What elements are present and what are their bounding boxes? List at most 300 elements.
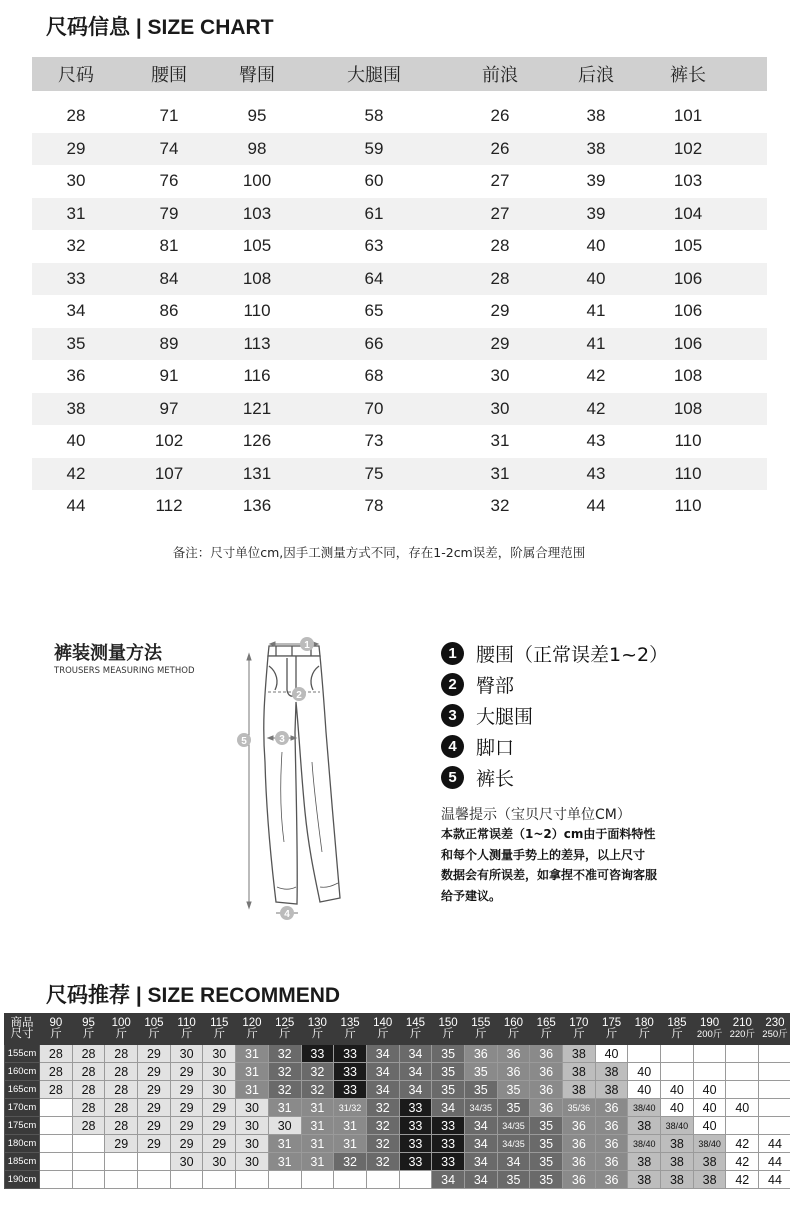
size-chart-cell: 26 — [490, 106, 510, 126]
recommend-cell: 38 — [661, 1135, 694, 1153]
recommend-cell — [726, 1063, 759, 1081]
size-chart-header-cell: 大腿围 — [347, 65, 401, 86]
recommend-cell: 28 — [105, 1099, 138, 1117]
size-chart-cell: 35 — [66, 333, 86, 353]
recommend-cell: 35 — [497, 1081, 530, 1099]
size-chart-header — [32, 57, 767, 91]
recommend-cell: 35 — [464, 1081, 497, 1099]
recommend-cell: 35 — [530, 1117, 563, 1135]
weight-value: 140 — [373, 1016, 393, 1029]
size-chart-cell: 106 — [673, 333, 703, 353]
recommend-cell: 34 — [432, 1171, 465, 1189]
corner-line: 商品 — [10, 1016, 34, 1029]
weight-value: 190 — [700, 1016, 720, 1029]
svg-text:2: 2 — [296, 690, 302, 701]
height-label: 160cm — [5, 1063, 40, 1081]
recommend-cell: 38/40 — [628, 1135, 661, 1153]
height-label: 175cm — [5, 1117, 40, 1135]
weight-value: 170 — [569, 1016, 589, 1029]
recommend-cell — [268, 1171, 301, 1189]
recommend-cell: 40 — [628, 1063, 661, 1081]
size-chart-cell: 34 — [66, 301, 86, 321]
recommend-cell — [40, 1099, 73, 1117]
size-chart-cell: 101 — [673, 106, 703, 126]
weight-value: 120 — [242, 1016, 262, 1029]
recommend-cell — [72, 1153, 105, 1171]
recommend-cell: 38/40 — [661, 1117, 694, 1135]
size-chart-cell: 113 — [243, 333, 271, 353]
size-chart-cell: 38 — [586, 106, 606, 126]
weight-unit: 斤 — [605, 1028, 618, 1040]
recommend-cell — [726, 1081, 759, 1099]
size-chart-cell: 89 — [159, 333, 179, 353]
recommend-cell: 30 — [236, 1153, 269, 1171]
size-chart-cell: 102 — [673, 138, 703, 158]
recommend-cell: 31 — [301, 1135, 334, 1153]
recommend-cell: 28 — [72, 1045, 105, 1063]
size-chart-cell: 31 — [490, 431, 510, 451]
size-chart-cell: 40 — [586, 236, 606, 256]
size-chart-cell: 66 — [364, 333, 384, 353]
recommend-cell: 29 — [138, 1063, 171, 1081]
size-chart-cell: 39 — [586, 171, 606, 191]
size-chart-cell: 78 — [364, 496, 384, 516]
weight-header — [268, 1014, 301, 1045]
weight-value: 145 — [405, 1016, 425, 1029]
recommend-cell: 40 — [661, 1099, 694, 1117]
recommend-cell: 32 — [268, 1081, 301, 1099]
recommend-cell: 36 — [595, 1135, 628, 1153]
number-2-icon: 2 — [441, 673, 464, 696]
size-chart-cell: 108 — [673, 366, 703, 386]
recommend-cell: 34 — [497, 1153, 530, 1171]
weight-unit: 220斤 — [729, 1029, 755, 1040]
recommend-cell — [628, 1045, 661, 1063]
recommend-cell: 31 — [301, 1117, 334, 1135]
recommend-cell: 29 — [203, 1099, 236, 1117]
recommend-cell: 30 — [203, 1081, 236, 1099]
recommend-cell: 36 — [563, 1153, 596, 1171]
weight-value: 115 — [210, 1016, 229, 1029]
weight-unit: 斤 — [82, 1028, 95, 1040]
recommend-cell — [726, 1045, 759, 1063]
recommend-cell — [40, 1135, 73, 1153]
recommend-cell: 34/35 — [497, 1117, 530, 1135]
recommend-cell: 38 — [693, 1171, 726, 1189]
size-chart-cell: 126 — [242, 431, 272, 451]
recommend-cell: 31 — [268, 1099, 301, 1117]
recommend-cell: 34 — [366, 1045, 399, 1063]
recommend-cell: 35 — [432, 1081, 465, 1099]
recommend-cell: 34 — [399, 1045, 432, 1063]
weight-value: 160 — [503, 1016, 524, 1029]
recommend-cell: 33 — [432, 1117, 465, 1135]
weight-unit: 斤 — [507, 1028, 520, 1040]
recommend-cell: 33 — [334, 1045, 367, 1063]
recommend-row — [5, 1171, 790, 1189]
recommend-cell: 30 — [236, 1099, 269, 1117]
weight-header — [301, 1014, 334, 1045]
recommend-cell: 29 — [170, 1117, 203, 1135]
recommend-cell: 33 — [334, 1081, 367, 1099]
recommend-cell: 42 — [726, 1135, 759, 1153]
recommend-cell: 31 — [268, 1153, 301, 1171]
recommend-cell: 29 — [138, 1117, 171, 1135]
weight-header — [170, 1014, 203, 1045]
size-chart-cell: 28 — [490, 236, 510, 256]
recommend-cell: 42 — [726, 1153, 759, 1171]
legend-item-3 — [441, 702, 533, 728]
size-chart-cell: 29 — [490, 301, 510, 321]
size-chart-row — [32, 230, 767, 263]
height-label: 190cm — [5, 1171, 40, 1189]
weight-header — [105, 1014, 138, 1045]
recommend-row — [5, 1117, 790, 1135]
recommend-cell: 40 — [693, 1081, 726, 1099]
recommend-cell: 38 — [563, 1081, 596, 1099]
size-chart-row — [32, 490, 767, 523]
recommend-cell: 36 — [497, 1063, 530, 1081]
recommend-cell: 42 — [726, 1171, 759, 1189]
recommend-cell: 31 — [301, 1099, 334, 1117]
weight-value: 210 — [732, 1016, 752, 1029]
recommend-cell: 34 — [366, 1063, 399, 1081]
size-chart-cell: 73 — [364, 431, 384, 451]
weight-value: 125 — [275, 1016, 295, 1029]
recommend-cell: 35 — [497, 1171, 530, 1189]
recommend-cell: 34 — [464, 1117, 497, 1135]
recommend-cell: 29 — [138, 1099, 171, 1117]
weight-unit: 斤 — [180, 1028, 193, 1040]
recommend-cell: 35 — [464, 1063, 497, 1081]
recommend-cell — [203, 1171, 236, 1189]
recommend-cell: 32 — [334, 1153, 367, 1171]
height-label: 165cm — [5, 1081, 40, 1099]
size-chart-cell: 102 — [154, 431, 184, 451]
size-chart-cell: 32 — [66, 236, 86, 256]
recommend-cell: 36 — [595, 1153, 628, 1171]
recommend-cell: 35 — [432, 1045, 465, 1063]
recommend-cell: 35 — [530, 1135, 563, 1153]
size-chart-cell: 110 — [674, 496, 702, 516]
weight-value: 150 — [438, 1016, 458, 1029]
size-chart-cell: 104 — [673, 203, 703, 223]
recommend-cell: 32 — [366, 1117, 399, 1135]
recommend-cell: 38 — [595, 1063, 628, 1081]
recommend-cell: 36 — [464, 1045, 497, 1063]
size-chart-cell: 39 — [586, 203, 606, 223]
svg-text:1: 1 — [304, 640, 310, 651]
height-label: 170cm — [5, 1099, 40, 1117]
recommend-cell — [693, 1063, 726, 1081]
recommend-cell: 34 — [399, 1063, 432, 1081]
size-chart-cell: 68 — [364, 366, 384, 386]
recommend-cell: 29 — [105, 1135, 138, 1153]
weight-unit: 斤 — [213, 1028, 226, 1040]
recommend-cell: 30 — [170, 1045, 203, 1063]
legend-item-1 — [441, 640, 668, 666]
recommend-header-row — [5, 1014, 790, 1045]
recommend-cell: 29 — [138, 1135, 171, 1153]
size-chart-cell: 44 — [586, 496, 606, 516]
size-chart-cell: 70 — [364, 398, 384, 418]
weight-header — [40, 1014, 73, 1045]
size-chart-cell: 86 — [159, 301, 179, 321]
size-chart-cell: 106 — [673, 301, 703, 321]
number-1-icon: 1 — [441, 642, 464, 665]
weight-header — [759, 1014, 790, 1045]
size-chart-cell: 121 — [242, 398, 272, 418]
size-chart-row — [32, 100, 767, 133]
weight-header — [72, 1014, 105, 1045]
recommend-cell: 35 — [497, 1099, 530, 1117]
recommend-cell — [759, 1099, 790, 1117]
recommend-cell: 34 — [464, 1171, 497, 1189]
recommend-cell: 29 — [170, 1081, 203, 1099]
recommend-cell: 40 — [726, 1099, 759, 1117]
weight-value: 130 — [307, 1016, 327, 1029]
recommend-cell: 44 — [759, 1171, 790, 1189]
size-chart-cell: 105 — [242, 236, 272, 256]
size-chart-cell: 81 — [159, 236, 179, 256]
recommend-cell: 38 — [693, 1153, 726, 1171]
weight-header — [138, 1014, 171, 1045]
recommend-title: 尺码推荐 | SIZE RECOMMEND — [46, 984, 341, 1007]
weight-header — [563, 1014, 596, 1045]
weight-value: 95 — [82, 1016, 95, 1029]
recommend-cell — [138, 1171, 171, 1189]
weight-unit: 斤 — [475, 1028, 487, 1040]
recommend-cell: 33 — [399, 1099, 432, 1117]
size-chart-cell: 32 — [490, 496, 510, 516]
weight-value: 100 — [111, 1016, 131, 1029]
recommend-cell: 33 — [399, 1135, 432, 1153]
weight-unit: 斤 — [409, 1028, 422, 1040]
number-4-icon: 4 — [441, 735, 464, 758]
recommend-cell — [759, 1063, 790, 1081]
size-chart-header-cell: 前浪 — [482, 65, 518, 86]
size-chart-cell: 97 — [159, 398, 179, 418]
weight-unit: 斤 — [442, 1028, 454, 1040]
weight-header — [236, 1014, 269, 1045]
recommend-cell: 40 — [661, 1081, 694, 1099]
size-chart-cell: 131 — [242, 463, 272, 483]
recommend-cell: 33 — [334, 1063, 367, 1081]
size-chart-cell: 26 — [490, 138, 510, 158]
size-chart-cell: 116 — [243, 366, 271, 386]
svg-text:4: 4 — [284, 909, 290, 920]
size-chart-cell: 28 — [490, 268, 510, 288]
size-chart-header-cell: 腰围 — [151, 65, 187, 86]
recommend-cell — [40, 1171, 73, 1189]
legend-item-5 — [441, 764, 514, 790]
size-chart-cell: 43 — [586, 463, 606, 483]
weight-unit: 斤 — [671, 1028, 683, 1040]
weight-unit: 斤 — [540, 1028, 552, 1040]
recommend-cell: 28 — [105, 1063, 138, 1081]
recommend-cell: 32 — [301, 1063, 334, 1081]
recommend-cell: 34/35 — [464, 1099, 497, 1117]
tip-line: 数据会有所误差，如拿捏不准可咨询客服 — [441, 868, 658, 882]
recommend-cell: 34 — [366, 1081, 399, 1099]
size-chart-cell: 110 — [243, 301, 271, 321]
recommend-cell: 30 — [236, 1135, 269, 1153]
recommend-cell: 38/40 — [693, 1135, 726, 1153]
measure-title: 裤装测量方法 — [54, 643, 162, 664]
size-chart-cell: 42 — [586, 366, 606, 386]
recommend-cell: 29 — [203, 1135, 236, 1153]
recommend-cell: 31 — [334, 1135, 367, 1153]
recommend-cell: 36 — [530, 1063, 563, 1081]
recommend-cell: 38 — [661, 1153, 694, 1171]
size-chart-cell: 74 — [159, 138, 179, 158]
size-chart-cell: 100 — [242, 171, 272, 191]
recommend-cell: 33 — [432, 1135, 465, 1153]
weight-value: 165 — [536, 1016, 556, 1029]
height-label: 180cm — [5, 1135, 40, 1153]
size-chart-cell: 75 — [364, 463, 384, 483]
size-chart-cell: 107 — [154, 463, 184, 483]
size-chart-cell: 106 — [673, 268, 703, 288]
size-chart-cell: 41 — [586, 301, 606, 321]
size-chart-cell: 29 — [66, 138, 86, 158]
size-chart-row — [32, 425, 767, 458]
weight-header — [595, 1014, 628, 1045]
weight-unit: 斤 — [278, 1028, 291, 1040]
recommend-cell: 28 — [72, 1081, 105, 1099]
recommend-cell: 32 — [268, 1045, 301, 1063]
size-chart-cell: 31 — [66, 203, 86, 223]
weight-value: 185 — [667, 1016, 687, 1029]
recommend-cell: 38/40 — [628, 1099, 661, 1117]
recommend-cell: 33 — [399, 1117, 432, 1135]
recommend-cell: 36 — [563, 1171, 596, 1189]
size-chart-cell: 108 — [673, 398, 703, 418]
recommend-row — [5, 1099, 790, 1117]
corner-line: 尺寸 — [10, 1028, 34, 1040]
recommend-cell: 32 — [366, 1099, 399, 1117]
size-chart-cell: 36 — [66, 366, 86, 386]
recommend-cell: 38 — [595, 1081, 628, 1099]
size-chart-cell: 65 — [364, 301, 384, 321]
recommend-cell: 29 — [138, 1045, 171, 1063]
weight-header — [203, 1014, 236, 1045]
weight-value: 155 — [471, 1016, 491, 1029]
height-label: 185cm — [5, 1153, 40, 1171]
legend-label: 臀部 — [476, 674, 515, 697]
weight-header — [661, 1014, 694, 1045]
recommend-cell: 35/36 — [563, 1099, 596, 1117]
recommend-cell: 29 — [170, 1099, 203, 1117]
size-chart-cell: 136 — [242, 496, 272, 516]
recommend-cell — [236, 1171, 269, 1189]
size-chart-row — [32, 295, 767, 328]
recommend-cell: 36 — [530, 1099, 563, 1117]
size-chart-cell: 95 — [247, 106, 267, 126]
recommend-cell — [40, 1117, 73, 1135]
weight-unit: 斤 — [50, 1028, 62, 1040]
recommend-cell: 40 — [628, 1081, 661, 1099]
size-chart-cell: 42 — [66, 463, 86, 483]
tip-line: 本款正常误差（1~2）cm由于面料特性 — [441, 827, 656, 841]
recommend-cell: 31/32 — [334, 1099, 367, 1117]
recommend-cell: 30 — [268, 1117, 301, 1135]
size-chart-cell: 84 — [159, 268, 179, 288]
size-chart-cell: 60 — [364, 171, 384, 191]
size-chart-title: 尺码信息 | SIZE CHART — [46, 16, 274, 39]
size-chart-cell: 33 — [66, 268, 86, 288]
recommend-cell: 28 — [72, 1099, 105, 1117]
measure-subtitle: TROUSERS MEASURING METHOD — [54, 666, 195, 676]
recommend-cell: 38 — [563, 1045, 596, 1063]
size-chart-cell: 30 — [490, 366, 510, 386]
recommend-cell: 38 — [563, 1063, 596, 1081]
recommend-cell — [759, 1081, 790, 1099]
recommend-cell: 31 — [236, 1063, 269, 1081]
size-chart-cell: 30 — [490, 398, 510, 418]
recommend-cell: 34/35 — [497, 1135, 530, 1153]
recommend-cell: 31 — [268, 1135, 301, 1153]
weight-value: 110 — [177, 1016, 196, 1029]
recommend-cell — [72, 1171, 105, 1189]
height-label: 155cm — [5, 1045, 40, 1063]
recommend-cell: 30 — [203, 1063, 236, 1081]
size-chart-cell: 38 — [66, 398, 86, 418]
size-chart-cell: 28 — [66, 106, 86, 126]
legend-item-2 — [441, 671, 514, 697]
recommend-cell: 28 — [72, 1063, 105, 1081]
size-chart-cell: 98 — [247, 138, 267, 158]
recommend-cell: 36 — [595, 1171, 628, 1189]
recommend-cell: 28 — [105, 1081, 138, 1099]
weight-unit: 斤 — [573, 1028, 585, 1040]
recommend-cell: 40 — [693, 1099, 726, 1117]
weight-header — [399, 1014, 432, 1045]
size-chart-cell: 41 — [586, 333, 606, 353]
recommend-cell: 34 — [464, 1135, 497, 1153]
number-5-icon: 5 — [441, 766, 464, 789]
recommend-cell: 36 — [497, 1045, 530, 1063]
weight-header — [464, 1014, 497, 1045]
recommend-cell: 28 — [72, 1117, 105, 1135]
recommend-cell: 35 — [432, 1063, 465, 1081]
recommend-cell — [726, 1117, 759, 1135]
recommend-cell: 35 — [530, 1171, 563, 1189]
legend-item-4 — [441, 733, 514, 759]
size-chart-cell: 61 — [364, 203, 384, 223]
number-3-icon: 3 — [441, 704, 464, 727]
recommend-row — [5, 1063, 790, 1081]
size-chart-cell: 40 — [66, 431, 86, 451]
weight-header — [726, 1014, 759, 1045]
recommend-cell: 32 — [366, 1135, 399, 1153]
size-chart-cell: 64 — [364, 268, 384, 288]
size-chart-row — [32, 165, 767, 198]
legend-label: 裤长 — [476, 767, 515, 790]
recommend-cell: 28 — [40, 1081, 73, 1099]
recommend-cell: 44 — [759, 1135, 790, 1153]
size-chart-header-cell: 后浪 — [578, 65, 614, 86]
recommend-cell: 30 — [203, 1153, 236, 1171]
size-chart-row — [32, 393, 767, 426]
recommend-cell: 33 — [432, 1153, 465, 1171]
weight-header — [432, 1014, 465, 1045]
recommend-cell: 33 — [399, 1153, 432, 1171]
size-chart-cell: 58 — [364, 106, 384, 126]
recommend-cell — [759, 1117, 790, 1135]
recommend-cell: 32 — [268, 1063, 301, 1081]
recommend-row — [5, 1081, 790, 1099]
